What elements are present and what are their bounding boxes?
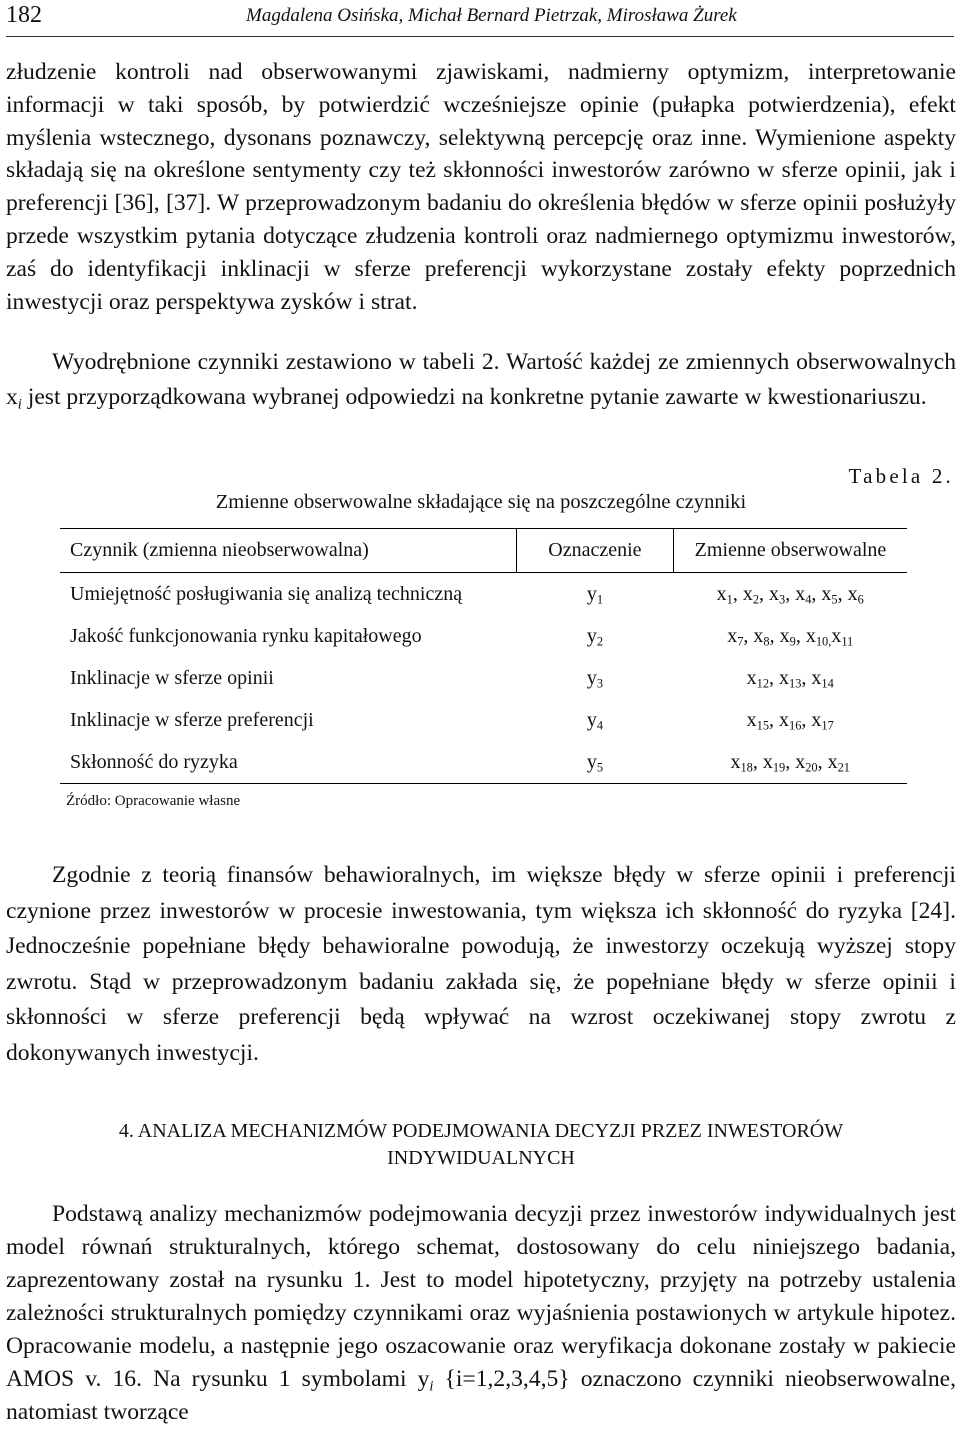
page-number: 182 bbox=[6, 2, 42, 28]
observed-variables-cell bbox=[673, 573, 907, 616]
observed-variable-index: 20 bbox=[805, 760, 818, 775]
table-row bbox=[60, 615, 907, 657]
observed-variable-index: 9 bbox=[789, 634, 796, 649]
observed-variable-separator: , bbox=[769, 624, 780, 647]
observed-variable-separator: , bbox=[837, 582, 848, 605]
observed-variable-separator: , bbox=[785, 582, 796, 605]
section-heading-line-1: 4. ANALIZA MECHANIZMÓW PODEJMOWANIA DECYZJI PRZEZ INWESTORÓW bbox=[118, 1120, 844, 1142]
symbol-letter: y bbox=[586, 582, 597, 605]
factor-cell: Umiejętność posługiwania się analizą techniczną bbox=[70, 582, 463, 605]
observed-variable: x bbox=[831, 624, 842, 647]
observed-variable: x bbox=[811, 666, 822, 689]
table-row bbox=[60, 573, 907, 616]
observed-variable-index: 5 bbox=[831, 592, 838, 607]
symbol-letter: y bbox=[586, 750, 597, 773]
symbol-cell bbox=[516, 615, 673, 657]
observed-variable-separator: , bbox=[743, 624, 754, 647]
observed-variables-cell bbox=[673, 741, 907, 784]
observed-variable: x bbox=[746, 666, 757, 689]
table-header-row bbox=[60, 529, 907, 573]
factor-cell: Jakość funkcjonowania rynku kapitałowego bbox=[70, 624, 422, 647]
symbol-letter: y bbox=[586, 708, 597, 731]
observed-variable: x bbox=[827, 750, 838, 773]
body-paragraph-4 bbox=[6, 1198, 956, 1429]
observed-variable-index: 1 bbox=[726, 592, 733, 607]
observed-variable-separator: , bbox=[785, 750, 796, 773]
column-header-factor: Czynnik (zmienna nieobserwowalna) bbox=[60, 529, 516, 573]
symbol-subscript: 2 bbox=[596, 634, 604, 649]
observed-variable: x bbox=[746, 708, 757, 731]
observed-variable-index: 4 bbox=[805, 592, 812, 607]
observed-variable-index: 19 bbox=[772, 760, 786, 775]
symbol-cell bbox=[516, 741, 673, 784]
observed-variable: x bbox=[727, 624, 738, 647]
table-source-note: Źródło: Opracowanie własne bbox=[66, 793, 241, 809]
observed-variable-index: 14 bbox=[821, 676, 834, 691]
running-head-authors: Magdalena Osińska, Michał Bernard Pietrzak, Mirosława Żurek bbox=[246, 5, 737, 26]
observed-variables-cell bbox=[673, 699, 907, 741]
observed-variable-index: 12 bbox=[756, 676, 770, 691]
observed-variable: x bbox=[811, 708, 822, 731]
observed-variable: x bbox=[821, 582, 832, 605]
section-heading bbox=[6, 1118, 956, 1172]
header-rule bbox=[6, 36, 954, 37]
observed-variable: x bbox=[753, 624, 764, 647]
observed-variables-cell bbox=[673, 615, 907, 657]
observed-variable-index: 18 bbox=[740, 760, 753, 775]
observed-variable-separator: , bbox=[769, 666, 780, 689]
paragraph-4-subscript: i bbox=[429, 1378, 434, 1395]
observed-variable-separator: , bbox=[817, 750, 828, 773]
symbol-cell bbox=[516, 657, 673, 699]
section-heading-line-2: INDYWIDUALNYCH bbox=[387, 1147, 575, 1169]
observed-variable: x bbox=[795, 582, 806, 605]
observed-variable: x bbox=[779, 666, 790, 689]
observed-variable: x bbox=[769, 582, 780, 605]
symbol-subscript: 4 bbox=[596, 718, 604, 733]
observed-variable: x bbox=[805, 624, 816, 647]
observed-variable-separator: , bbox=[801, 666, 812, 689]
body-paragraph-2 bbox=[6, 345, 956, 415]
table-row bbox=[60, 741, 907, 784]
table-row bbox=[60, 657, 907, 699]
observed-variable-index: 11 bbox=[841, 634, 854, 649]
observed-variable-separator: , bbox=[769, 708, 780, 731]
observed-variable: x bbox=[716, 582, 727, 605]
observed-variable-separator: , bbox=[795, 624, 806, 647]
observed-variable-index: 3 bbox=[779, 592, 786, 607]
observed-variable-index: 21 bbox=[837, 760, 850, 775]
observed-variable-index: 7 bbox=[737, 634, 744, 649]
symbol-letter: y bbox=[586, 666, 597, 689]
body-paragraph-3: Zgodnie z teorią finansów behawioralnych, im większe błędy w sferze opinii i preferencji czynione przez inwestorów w procesie inwestowania, tym większa ich skłonność do ryzyka [24]. Jednocześnie popełniane błędy behawioralne powodują, że inwestorzy oczekują wyższej stopy zwrotu. Stąd w przeprowadzonym badaniu zakłada się, że popełniane błędy w sferze opinii i skłonności w sferze preferencji będą wpływać na wzrost oczekiwanej stopy zwrotu z dokonywanych inwestycji. bbox=[6, 862, 956, 1066]
paragraph-2-text-a: Wyodrębnione czynniki zestawiono w tabeli 2. Wartość każdej ze zmiennych obserwowalnych x bbox=[6, 349, 956, 410]
observed-variable: x bbox=[779, 708, 790, 731]
observed-variable: x bbox=[847, 582, 858, 605]
column-header-symbol: Oznaczenie bbox=[516, 529, 673, 573]
observed-variable-index: 2 bbox=[752, 592, 760, 607]
factor-cell: Inklinacje w sferze preferencji bbox=[70, 708, 314, 731]
paragraph-4-text-a: Podstawą analizy mechanizmów podejmowania decyzji przez inwestorów indywidualnych jest model równań strukturalnych, którego schemat, dostosowany do celu niniejszego badania, zaprezentowany został na rysunku 1. Jest to model hipotetyczny, przyjęty na potrzeby ustalenia zależności strukturalnych pomiędzy czynnikami oraz wyjaśnienia postawionych w artykule hipotez. Opracowanie modelu, a następnie jego oszacowanie oraz weryfikacja dokonane zostały w pakiecie AMOS v. 16. Na rysunku 1 symbolami y bbox=[6, 1201, 956, 1392]
observed-variable-index: 10, bbox=[815, 634, 832, 649]
symbol-subscript: 3 bbox=[596, 676, 604, 691]
observed-variable: x bbox=[795, 750, 806, 773]
observed-variable-separator: , bbox=[759, 582, 770, 605]
paragraph-4-text-b: {i=1,2,3,4,5} oznaczono czynniki nieobserwowalne, natomiast tworzące bbox=[6, 1366, 956, 1425]
body-paragraph-1: złudzenie kontroli nad obserwowanymi zjawiskami, nadmierny optymizm, interpretowanie informacji w taki sposób, by potwierdzić wcześniejsze opinie (pułapka potwierdzenia), efekt myślenia wstecznego, dysonans poznawczy, selektywną percepcję oraz inne. Wymienione aspekty składają się na określone sentymenty czy też skłonności inwestorów zarówno w sferze opinii, jak i preferencji [36], [37]. W przeprowadzonym badaniu do określenia błędów w sferze opinii posłużyły przede wszystkim pytania dotyczące złudzenia kontroli oraz nadmiernego optymizmu inwestorów, zaś do identyfikacji inklinacji w sferze preferencji wykorzystane zostały efekty poprzednich inwestycji oraz perspektywa zysków i strat. bbox=[6, 59, 956, 315]
observed-variable-separator: , bbox=[752, 750, 763, 773]
table-row bbox=[60, 699, 907, 741]
factor-cell: Inklinacje w sferze opinii bbox=[70, 666, 274, 689]
paragraph-2-subscript: i bbox=[17, 396, 22, 413]
observed-variable-index: 6 bbox=[857, 592, 864, 607]
observed-variable-separator: , bbox=[801, 708, 812, 731]
column-header-observed: Zmienne obserwowalne bbox=[673, 529, 907, 573]
observed-variable: x bbox=[779, 624, 790, 647]
paragraph-2-text-b: jest przyporządkowana wybranej odpowiedzi na konkretne pytanie zawarte w kwestionariuszu. bbox=[21, 384, 927, 410]
page-header bbox=[6, 0, 954, 36]
table-label: Tabela 2. bbox=[848, 464, 954, 488]
observed-variable-index: 8 bbox=[763, 634, 770, 649]
observed-variable-index: 16 bbox=[789, 718, 802, 733]
table-body bbox=[60, 573, 907, 784]
symbol-letter: y bbox=[586, 624, 597, 647]
observed-variable-separator: , bbox=[732, 582, 743, 605]
observed-variables-table bbox=[60, 528, 907, 784]
observed-variable: x bbox=[730, 750, 741, 773]
observed-variable-index: 15 bbox=[756, 718, 770, 733]
factor-cell: Skłonność do ryzyka bbox=[60, 741, 516, 784]
observed-variable: x bbox=[762, 750, 773, 773]
symbol-subscript: 5 bbox=[596, 760, 604, 775]
symbol-cell bbox=[516, 573, 673, 616]
observed-variable: x bbox=[742, 582, 753, 605]
observed-variable-index: 17 bbox=[821, 718, 834, 733]
observed-variable-separator: , bbox=[811, 582, 822, 605]
symbol-subscript: 1 bbox=[596, 592, 604, 607]
table-caption: Zmienne obserwowalne składające się na poszczególne czynniki bbox=[215, 491, 747, 513]
observed-variables-cell bbox=[673, 657, 907, 699]
symbol-cell bbox=[516, 699, 673, 741]
observed-variable-index: 13 bbox=[789, 676, 802, 691]
